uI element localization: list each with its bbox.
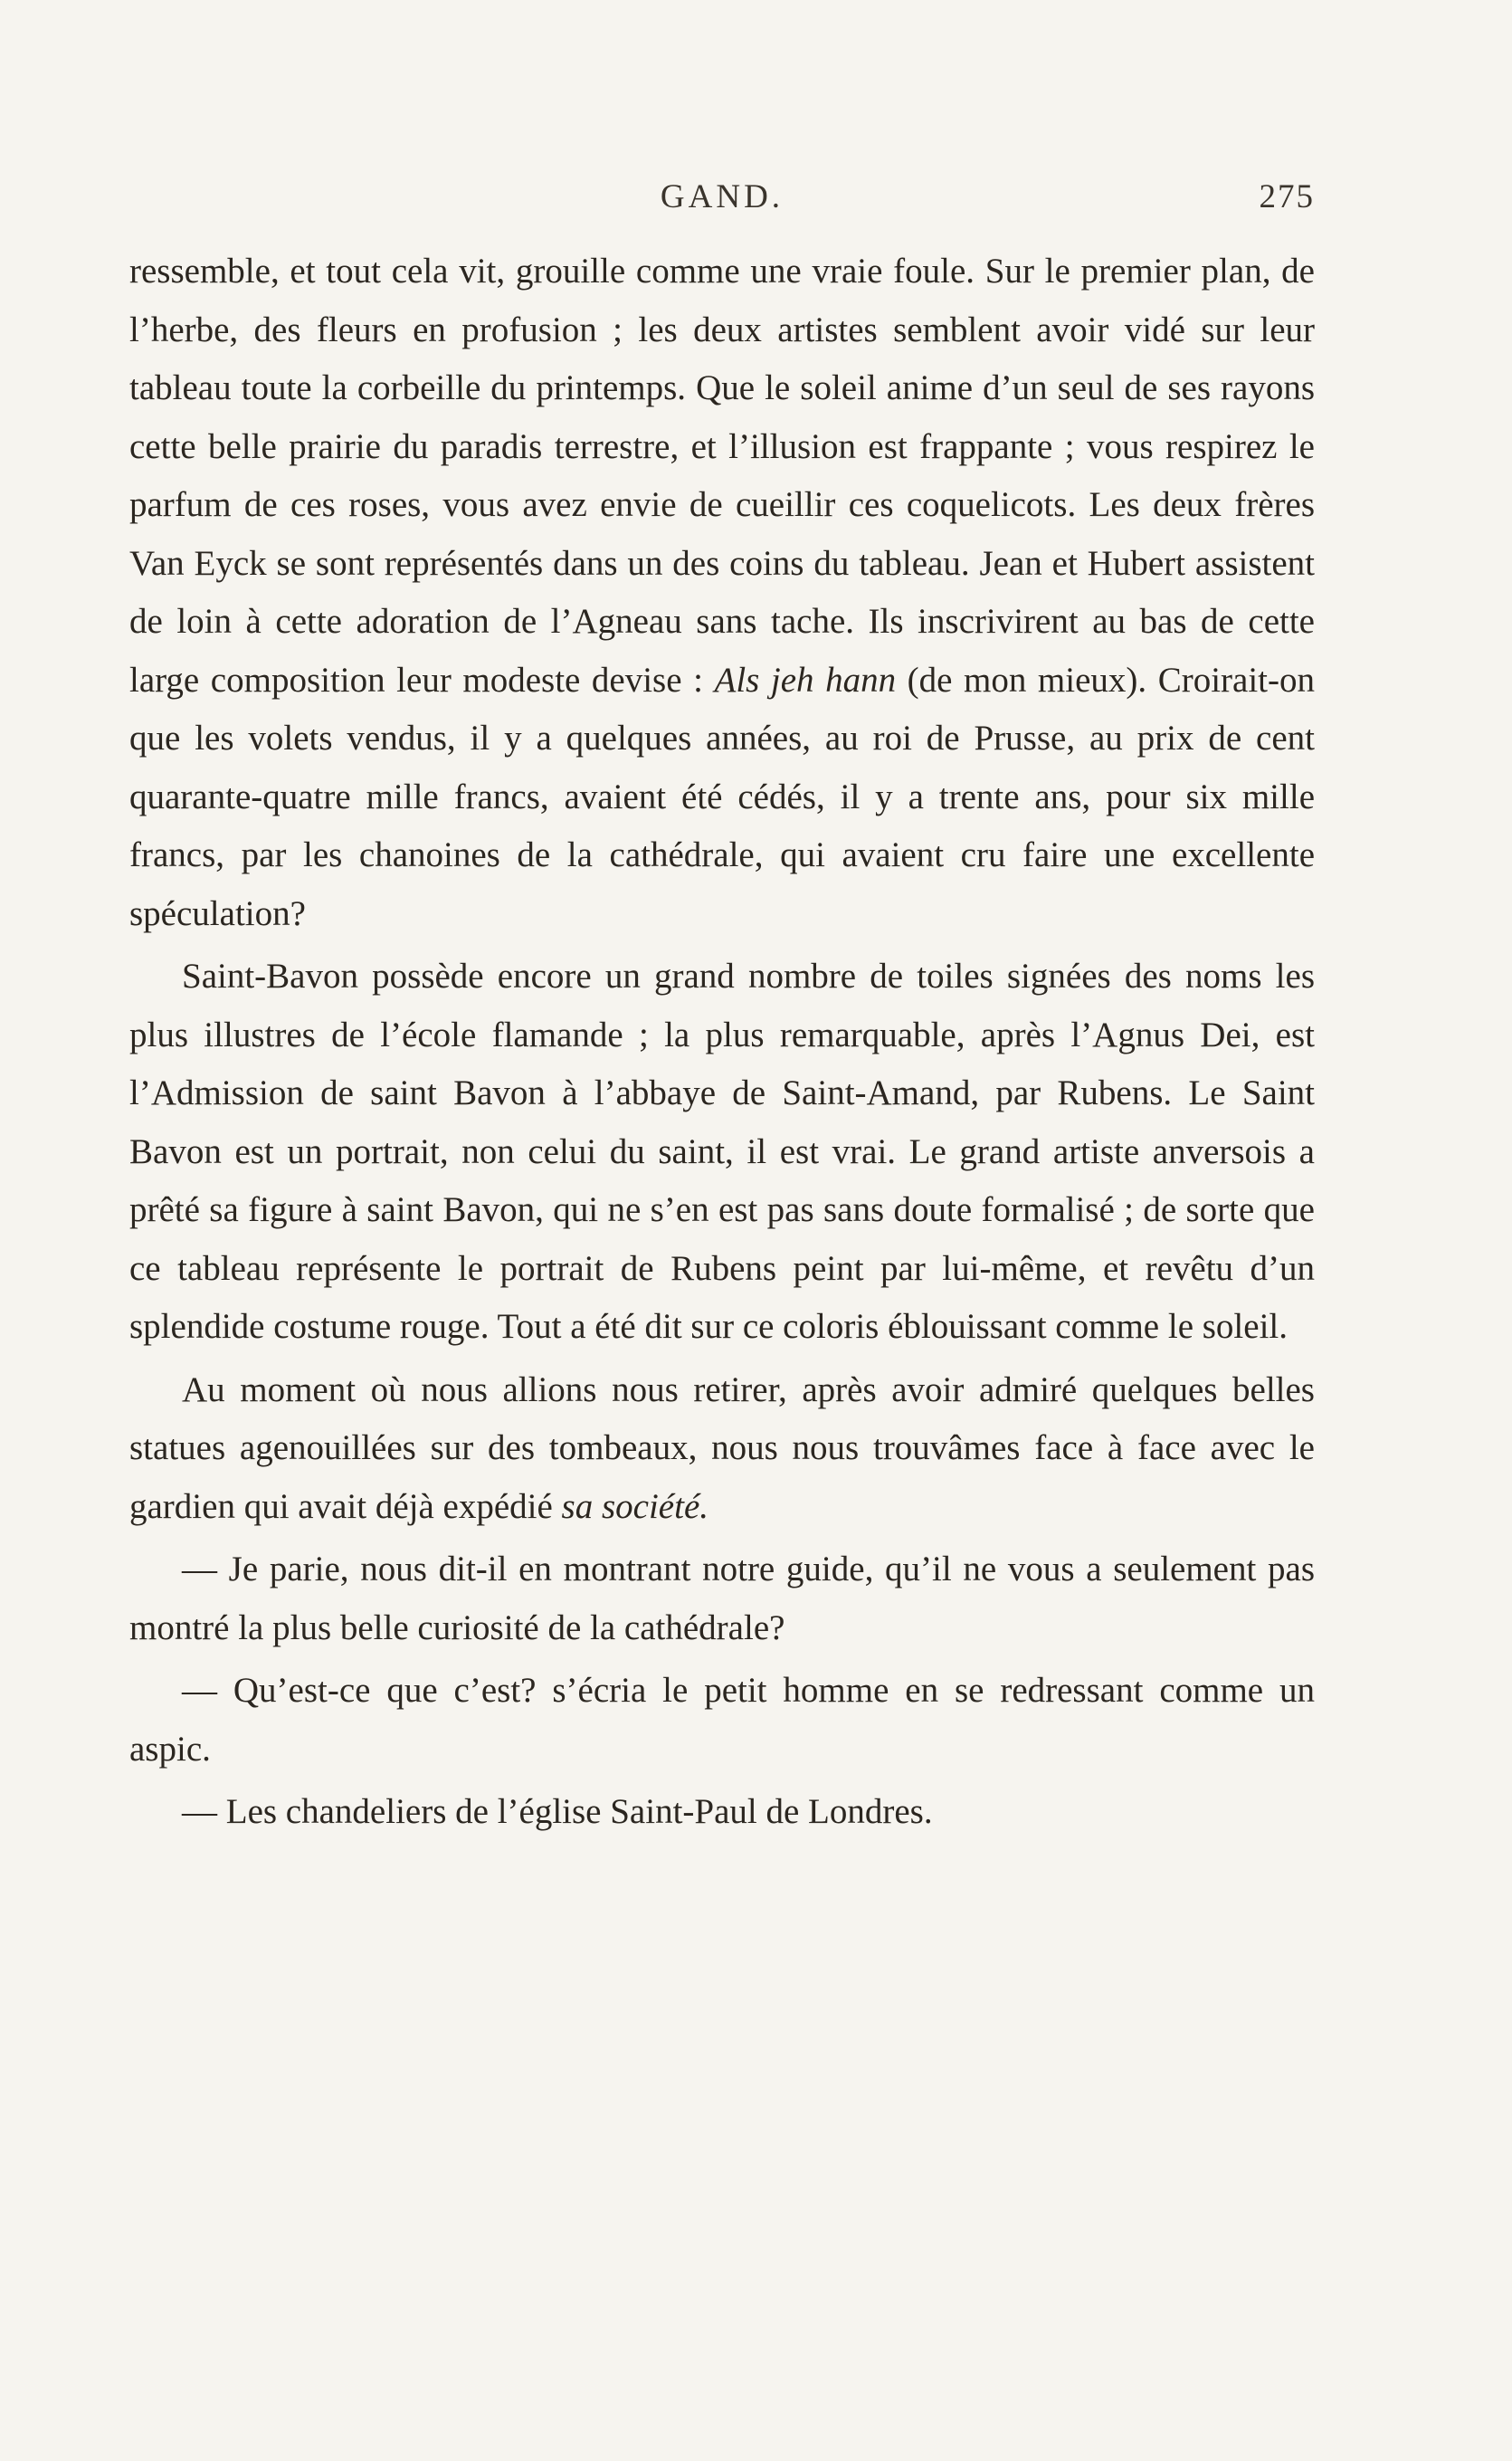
text-segment: Saint-Bavon possède encore un grand nombre de toiles signées des noms les plus illustres de l’école flamande ; la plus remarquable, après l’Agnus Dei, est l’Admission de saint Bavon à l’abbaye de Saint-Amand, par Rubens. Le Saint Bavon est un portrait, non celui du saint, il est vrai. Le grand artiste anversois a prêté sa figure à saint Bavon, qui ne s’en est pas sans doute formalisé ; de sorte que ce tableau représente le portrait de Rubens peint par lui-même, et revêtu d’un splendide costume rouge. Tout a été dit sur ce coloris éblouissant comme le soleil. (129, 957, 1315, 1346)
text-segment: Au moment où nous allions nous retirer, après avoir admiré quelques belles statues agenouillées sur des tombeaux, nous nous trouvâmes face à face avec le gardien qui avait déjà expédié (129, 1369, 1315, 1526)
text-segment: — Je parie, nous dit-il en montrant notre guide, qu’il ne vous a seulement pas montré la plus belle curiosité de la cathédrale? (129, 1550, 1315, 1647)
dialogue-line-1 (129, 1541, 1315, 1657)
italic-motto: Als jeh hann (714, 660, 897, 700)
paragraph-3 (129, 1361, 1315, 1537)
text-segment: — Qu’est-ce que c’est? s’écria le petit homme en se redressant comme un aspic. (129, 1671, 1315, 1769)
paragraph-2 (129, 948, 1315, 1357)
paragraph-1 (129, 243, 1315, 943)
dialogue-line-3 (129, 1783, 1315, 1842)
text-segment: (de mon mieux). Croirait-on que les volets vendus, il y a quelques années, au roi de Prusse, au prix de cent quarante-quatre mille francs, avaient été cédés, il y a trente ans, pour six mille francs, par les chanoines de la cathédrale, qui avaient cru faire une excellente spéculation? (129, 660, 1315, 933)
running-head (129, 177, 1315, 221)
dialogue-line-2 (129, 1662, 1315, 1779)
text-segment: — Les chandeliers de l’église Saint-Paul de Londres. (182, 1792, 933, 1831)
italic-phrase: sa société. (561, 1486, 709, 1526)
text-segment: ressemble, et tout cela vit, grouille comme une vraie foule. Sur le premier plan, de l’herbe, des fleurs en profusion ; les deux artistes semblent avoir vidé sur leur tableau toute la corbeille du printemps. Que le soleil anime d’un seul de ses rayons cette belle prairie du paradis terrestre, et l’illusion est frappante ; vous respirez le parfum de ces roses, vous avez envie de cueillir ces coquelicots. Les deux frères Van Eyck se sont représentés dans un des coins du tableau. Jean et Hubert assistent de loin à cette adoration de l’Agneau sans tache. Ils inscrivirent au bas de cette large composition leur modeste devise : (129, 252, 1315, 700)
body-text (129, 243, 1315, 1842)
page-number: 275 (1259, 178, 1315, 215)
running-title: GAND. (660, 178, 785, 215)
